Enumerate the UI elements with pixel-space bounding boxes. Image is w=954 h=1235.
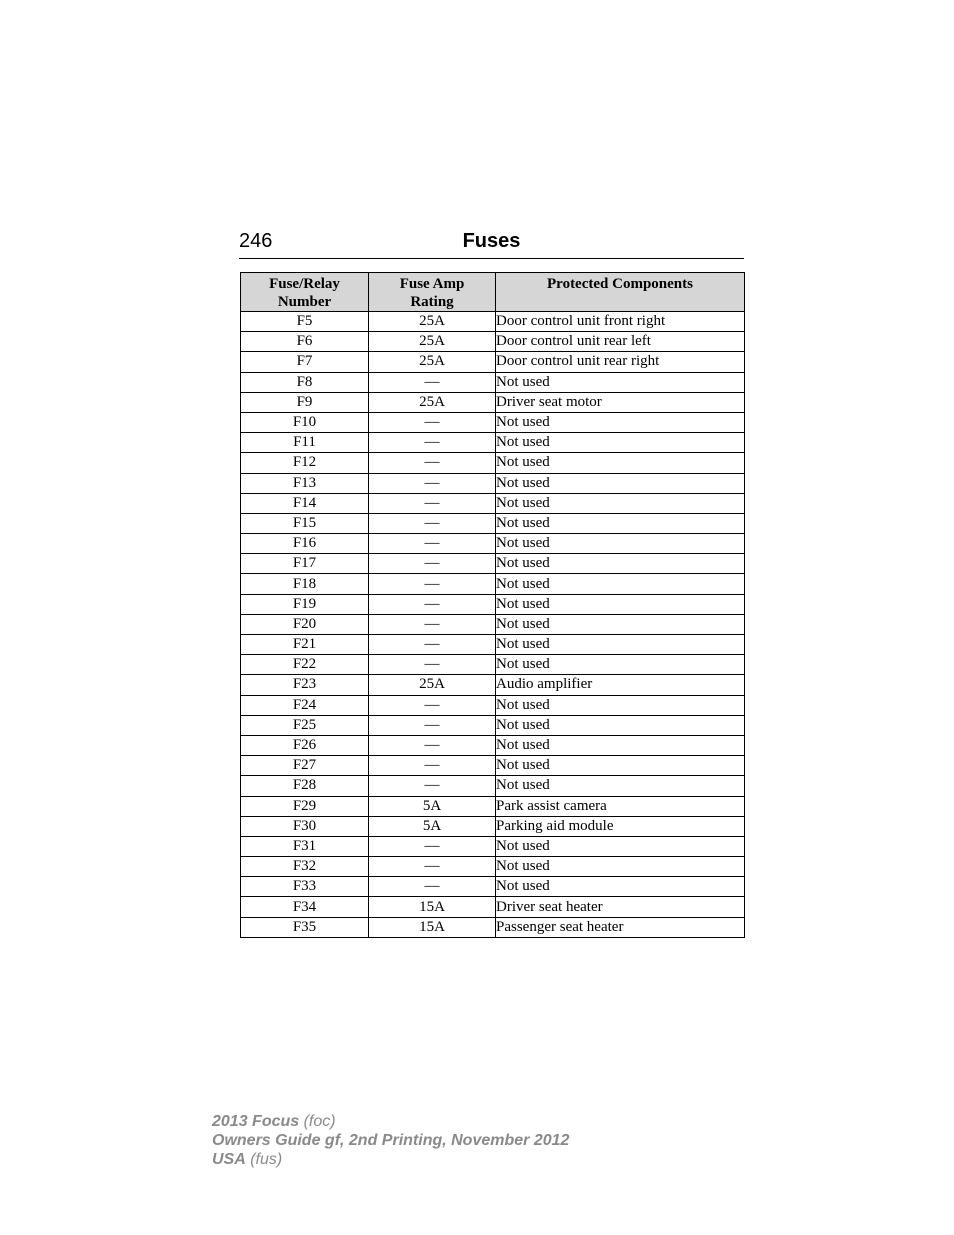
protected-component-cell: Not used xyxy=(496,534,745,554)
fuse-number-cell: F24 xyxy=(241,695,369,715)
protected-component-cell: Not used xyxy=(496,594,745,614)
amp-rating-cell: 5A xyxy=(369,816,496,836)
fuse-number-cell: F16 xyxy=(241,534,369,554)
table-row xyxy=(241,594,745,614)
header-fuse-relay-number: Fuse/Relay Number xyxy=(241,273,369,312)
amp-rating-cell: — xyxy=(369,857,496,877)
table-row xyxy=(241,453,745,473)
fuse-number-cell: F31 xyxy=(241,836,369,856)
table-row xyxy=(241,372,745,392)
amp-rating-cell: — xyxy=(369,513,496,533)
protected-component-cell: Not used xyxy=(496,695,745,715)
protected-component-cell: Not used xyxy=(496,655,745,675)
fuse-number-cell: F32 xyxy=(241,857,369,877)
fuse-number-cell: F20 xyxy=(241,614,369,634)
amp-rating-cell: — xyxy=(369,635,496,655)
table-row xyxy=(241,816,745,836)
protected-component-cell: Not used xyxy=(496,453,745,473)
amp-rating-cell: — xyxy=(369,655,496,675)
table-row xyxy=(241,756,745,776)
amp-rating-cell: — xyxy=(369,473,496,493)
table-row xyxy=(241,412,745,432)
protected-component-cell: Passenger seat heater xyxy=(496,917,745,937)
protected-component-cell: Not used xyxy=(496,877,745,897)
fuse-number-cell: F30 xyxy=(241,816,369,836)
amp-rating-cell: — xyxy=(369,574,496,594)
protected-component-cell: Not used xyxy=(496,776,745,796)
protected-component-cell: Not used xyxy=(496,493,745,513)
amp-rating-cell: 15A xyxy=(369,917,496,937)
fuse-number-cell: F33 xyxy=(241,877,369,897)
protected-component-cell: Not used xyxy=(496,574,745,594)
table-row xyxy=(241,513,745,533)
fuse-number-cell: F22 xyxy=(241,655,369,675)
section-title: Fuses xyxy=(462,230,521,252)
table-row xyxy=(241,715,745,735)
fuse-number-cell: F25 xyxy=(241,715,369,735)
table-row xyxy=(241,433,745,453)
amp-rating-cell: 15A xyxy=(369,897,496,917)
table-row xyxy=(241,534,745,554)
page-header xyxy=(239,230,744,259)
table-row xyxy=(241,675,745,695)
table-row xyxy=(241,574,745,594)
page-footer xyxy=(212,1112,569,1169)
fuse-number-cell: F35 xyxy=(241,917,369,937)
protected-component-cell: Not used xyxy=(496,836,745,856)
protected-component-cell: Not used xyxy=(496,857,745,877)
fuse-table xyxy=(240,272,745,938)
protected-component-cell: Not used xyxy=(496,412,745,432)
amp-rating-cell: — xyxy=(369,877,496,897)
page-number: 246 xyxy=(239,230,273,252)
amp-rating-cell: — xyxy=(369,554,496,574)
protected-component-cell: Park assist camera xyxy=(496,796,745,816)
footer-line-model: 2013 Focus (foc) xyxy=(212,1113,336,1130)
fuse-number-cell: F6 xyxy=(241,332,369,352)
amp-rating-cell: 25A xyxy=(369,312,496,332)
fuse-number-cell: F11 xyxy=(241,433,369,453)
fuse-number-cell: F12 xyxy=(241,453,369,473)
amp-rating-cell: — xyxy=(369,776,496,796)
table-row xyxy=(241,493,745,513)
table-row xyxy=(241,352,745,372)
amp-rating-cell: — xyxy=(369,433,496,453)
fuse-number-cell: F18 xyxy=(241,574,369,594)
fuse-number-cell: F15 xyxy=(241,513,369,533)
table-row xyxy=(241,312,745,332)
table-row xyxy=(241,776,745,796)
amp-rating-cell: — xyxy=(369,412,496,432)
amp-rating-cell: — xyxy=(369,594,496,614)
fuse-number-cell: F21 xyxy=(241,635,369,655)
protected-component-cell: Door control unit front right xyxy=(496,312,745,332)
fuse-number-cell: F23 xyxy=(241,675,369,695)
protected-component-cell: Not used xyxy=(496,513,745,533)
amp-rating-cell: 25A xyxy=(369,332,496,352)
table-header-row xyxy=(241,273,745,312)
amp-rating-cell: — xyxy=(369,453,496,473)
amp-rating-cell: — xyxy=(369,493,496,513)
table-row xyxy=(241,392,745,412)
fuse-number-cell: F8 xyxy=(241,372,369,392)
table-row xyxy=(241,836,745,856)
protected-component-cell: Audio amplifier xyxy=(496,675,745,695)
footer-line-market: USA (fus) xyxy=(212,1151,283,1168)
fuse-number-cell: F10 xyxy=(241,412,369,432)
table-row xyxy=(241,917,745,937)
protected-component-cell: Not used xyxy=(496,473,745,493)
fuse-number-cell: F28 xyxy=(241,776,369,796)
amp-rating-cell: — xyxy=(369,715,496,735)
protected-component-cell: Not used xyxy=(496,614,745,634)
amp-rating-cell: — xyxy=(369,695,496,715)
amp-rating-cell: — xyxy=(369,534,496,554)
header-fuse-amp-rating: Fuse Amp Rating xyxy=(369,273,496,312)
amp-rating-cell: 25A xyxy=(369,352,496,372)
amp-rating-cell: — xyxy=(369,614,496,634)
protected-component-cell: Parking aid module xyxy=(496,816,745,836)
table-row xyxy=(241,473,745,493)
protected-component-cell: Not used xyxy=(496,372,745,392)
protected-component-cell: Not used xyxy=(496,635,745,655)
fuse-number-cell: F5 xyxy=(241,312,369,332)
fuse-table-body xyxy=(241,312,745,938)
protected-component-cell: Not used xyxy=(496,756,745,776)
fuse-number-cell: F19 xyxy=(241,594,369,614)
amp-rating-cell: — xyxy=(369,735,496,755)
fuse-number-cell: F7 xyxy=(241,352,369,372)
fuse-number-cell: F13 xyxy=(241,473,369,493)
fuse-number-cell: F27 xyxy=(241,756,369,776)
amp-rating-cell: — xyxy=(369,756,496,776)
fuse-number-cell: F26 xyxy=(241,735,369,755)
amp-rating-cell: 5A xyxy=(369,796,496,816)
table-row xyxy=(241,857,745,877)
fuse-number-cell: F29 xyxy=(241,796,369,816)
table-row xyxy=(241,332,745,352)
table-row xyxy=(241,655,745,675)
table-row xyxy=(241,554,745,574)
table-row xyxy=(241,614,745,634)
header-protected-components: Protected Components xyxy=(496,273,745,312)
protected-component-cell: Door control unit rear right xyxy=(496,352,745,372)
fuse-number-cell: F14 xyxy=(241,493,369,513)
protected-component-cell: Driver seat heater xyxy=(496,897,745,917)
amp-rating-cell: 25A xyxy=(369,392,496,412)
table-row xyxy=(241,735,745,755)
table-row xyxy=(241,695,745,715)
protected-component-cell: Driver seat motor xyxy=(496,392,745,412)
fuse-number-cell: F9 xyxy=(241,392,369,412)
table-row xyxy=(241,877,745,897)
fuse-number-cell: F17 xyxy=(241,554,369,574)
amp-rating-cell: 25A xyxy=(369,675,496,695)
footer-line-guide: Owners Guide gf, 2nd Printing, November 2012 xyxy=(212,1132,570,1149)
protected-component-cell: Not used xyxy=(496,715,745,735)
protected-component-cell: Door control unit rear left xyxy=(496,332,745,352)
amp-rating-cell: — xyxy=(369,836,496,856)
fuse-number-cell: F34 xyxy=(241,897,369,917)
protected-component-cell: Not used xyxy=(496,735,745,755)
protected-component-cell: Not used xyxy=(496,433,745,453)
amp-rating-cell: — xyxy=(369,372,496,392)
table-row xyxy=(241,796,745,816)
protected-component-cell: Not used xyxy=(496,554,745,574)
table-row xyxy=(241,635,745,655)
table-row xyxy=(241,897,745,917)
